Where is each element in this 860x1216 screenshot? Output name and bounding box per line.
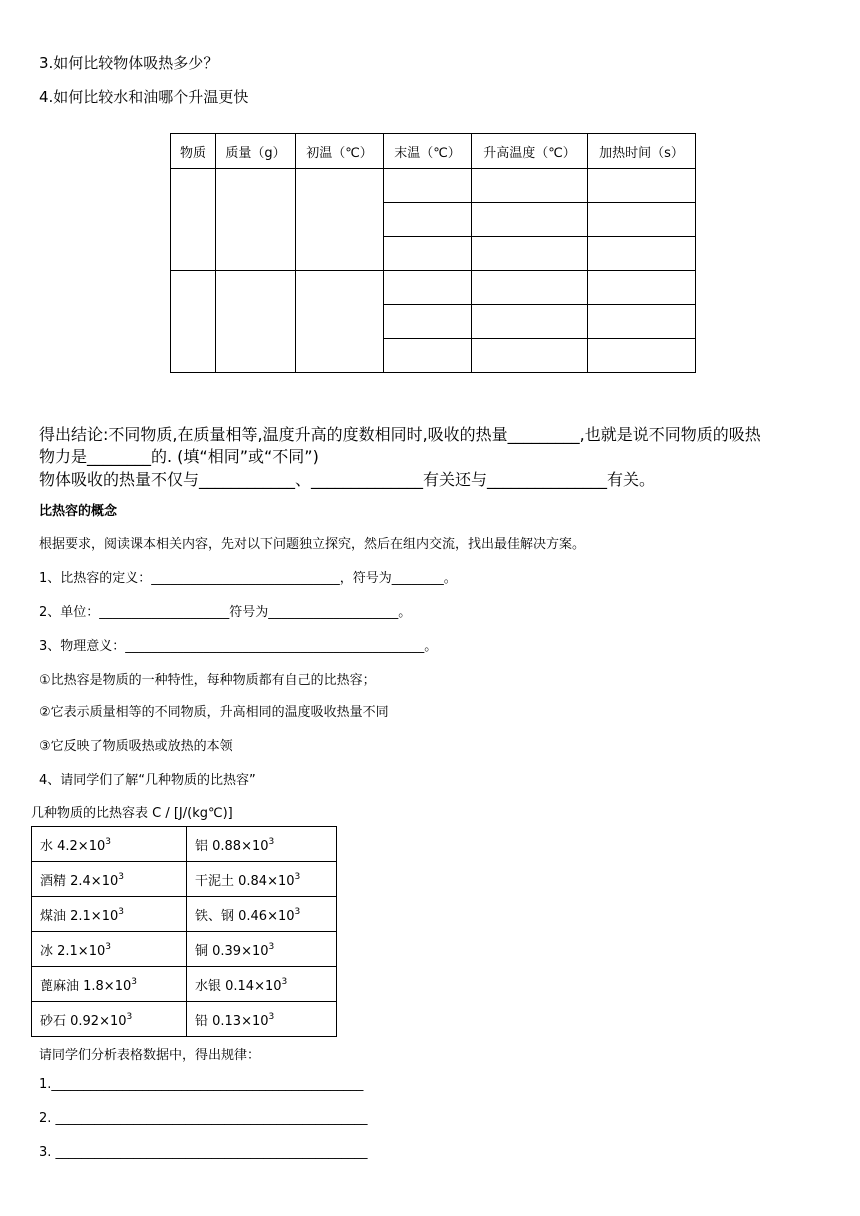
header-temp-rise: 升高温度（℃） (472, 134, 588, 169)
specific-heat-table (31, 826, 337, 1037)
table-cell[interactable] (384, 237, 472, 271)
header-substance: 物质 (171, 134, 216, 169)
analysis-line-2: 2. ________________________________________________ (39, 1111, 368, 1126)
table-cell[interactable] (384, 169, 472, 203)
table-cell[interactable] (588, 305, 696, 339)
header-final-temp: 末温（℃） (384, 134, 472, 169)
table-cell[interactable] (588, 203, 696, 237)
table-cell[interactable] (588, 271, 696, 305)
table-cell[interactable] (588, 169, 696, 203)
table-row (32, 862, 337, 897)
point-3: ③它反映了物质吸热或放热的本领 (39, 739, 233, 754)
point-1: ①比热容是物质的一种特性，每种物质都有自己的比热容； (39, 673, 376, 688)
definition-item: 1、比热容的定义：_____________________________，符号为________。 (39, 571, 457, 586)
table-cell: 水 $4.2\times 10^3$ (32, 827, 187, 862)
table-cell[interactable] (588, 339, 696, 373)
meaning-item: 3、物理意义：______________________________________________。 (39, 639, 438, 654)
table-cell: 铅 $0.13\times 10^3$ (187, 1002, 337, 1037)
table-cell[interactable] (472, 169, 588, 203)
table-caption: 几种物质的比热容表 C / [J/(kg℃)] (31, 806, 233, 821)
table-row (32, 1002, 337, 1037)
table-row (32, 827, 337, 862)
experiment-table (170, 133, 696, 373)
table-header-row (171, 134, 696, 169)
table-cell[interactable] (171, 169, 216, 271)
table-cell: 铁、钢 $0.46\times 10^3$ (187, 897, 337, 932)
table-cell: 冰 $2.1\times 10^3$ (32, 932, 187, 967)
table-row (32, 932, 337, 967)
table-cell: 铜 $0.39\times 10^3$ (187, 932, 337, 967)
analysis-prompt: 请同学们分析表格数据中，得出规律： (39, 1048, 261, 1063)
table-cell: 铝 $0.88\times 10^3$ (187, 827, 337, 862)
section-heading: 比热容的概念 (39, 504, 118, 519)
conclusion-line-1: 得出结论:不同物质,在质量相等,温度升高的度数相同时,吸收的热量_________,也就是说不同物质的吸热 (39, 425, 761, 444)
table-cell[interactable] (296, 169, 384, 271)
table-cell: 干泥土 $0.84\times 10^3$ (187, 862, 337, 897)
header-initial-temp: 初温（℃） (296, 134, 384, 169)
table-row (32, 897, 337, 932)
table-cell[interactable] (472, 203, 588, 237)
table-row (32, 967, 337, 1002)
table-cell[interactable] (384, 203, 472, 237)
header-mass: 质量（g） (216, 134, 296, 169)
table-cell: 蓖麻油 $1.8\times 10^3$ (32, 967, 187, 1002)
table-cell[interactable] (216, 271, 296, 373)
unit-item: 2、单位：____________________符号为____________________。 (39, 605, 412, 620)
intro-text: 根据要求，阅读课本相关内容，先对以下问题独立探究，然后在组内交流，找出最佳解决方案。 (39, 537, 586, 552)
conclusion-line-2: 物力是________的. (填“相同”或“不同”) (39, 447, 319, 466)
conclusion-line-3: 物体吸收的热量不仅与____________、______________有关还与_______________有关。 (39, 470, 656, 489)
table-cell[interactable] (216, 169, 296, 271)
analysis-line-1: 1.________________________________________________ (39, 1077, 364, 1092)
table-cell: 煤油 $2.1\times 10^3$ (32, 897, 187, 932)
question-4: 4.如何比较水和油哪个升温更快 (39, 88, 249, 106)
question-3: 3.如何比较物体吸热多少？ (39, 54, 219, 72)
table-cell[interactable] (472, 339, 588, 373)
table-cell[interactable] (472, 305, 588, 339)
table-cell[interactable] (472, 271, 588, 305)
table-row (171, 271, 696, 305)
table-cell[interactable] (588, 237, 696, 271)
table-cell: 酒精 $2.4\times 10^3$ (32, 862, 187, 897)
point-2: ②它表示质量相等的不同物质，升高相同的温度吸收热量不同 (39, 705, 389, 720)
table-cell: 砂石 $0.92\times 10^3$ (32, 1002, 187, 1037)
table-cell[interactable] (384, 305, 472, 339)
table-row (171, 169, 696, 203)
table-cell[interactable] (384, 339, 472, 373)
analysis-line-3: 3. ________________________________________________ (39, 1145, 368, 1160)
table-cell[interactable] (384, 271, 472, 305)
header-heating-time: 加热时间（s） (588, 134, 696, 169)
item-4: 4、请同学们了解“几种物质的比热容” (39, 773, 256, 788)
table-cell[interactable] (171, 271, 216, 373)
table-cell: 水银 $0.14\times 10^3$ (187, 967, 337, 1002)
table-cell[interactable] (296, 271, 384, 373)
table-cell[interactable] (472, 237, 588, 271)
